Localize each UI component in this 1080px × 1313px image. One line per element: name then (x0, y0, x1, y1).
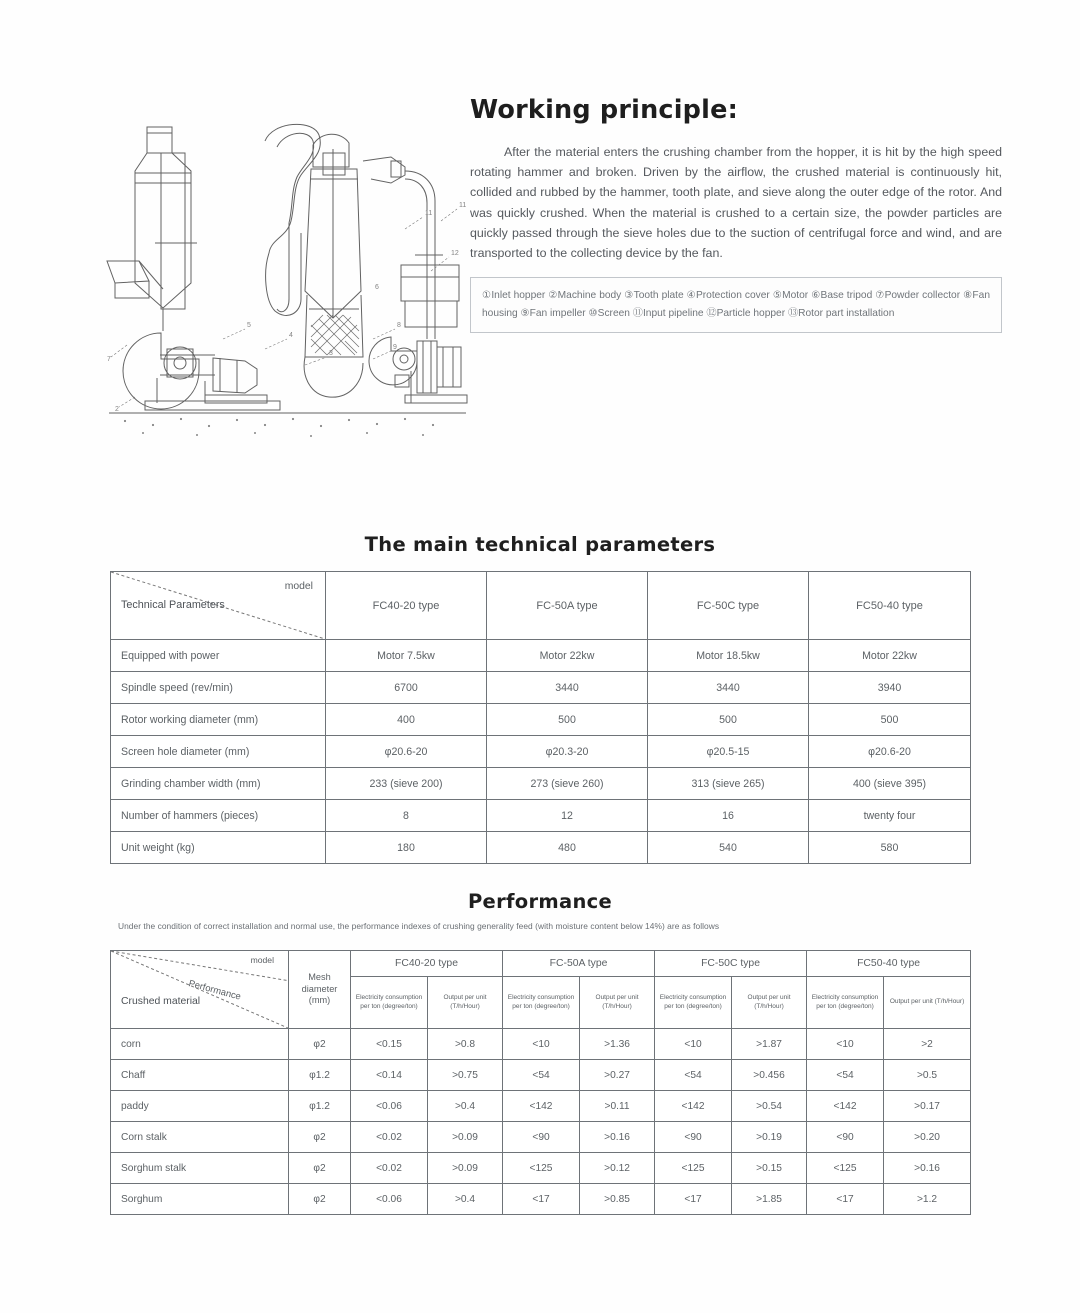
cell-chamber-3: 400 (sieve 395) (809, 768, 971, 800)
mesh-diameter-header: Mesh diameter (mm) (289, 951, 351, 1029)
material-chaff: Chaff (111, 1060, 289, 1091)
performance-title: Performance (467, 890, 613, 913)
corn-c6: <10 (807, 1029, 884, 1060)
main-corner-model-label: model (284, 581, 313, 592)
paddy-c5: >0.54 (732, 1091, 807, 1122)
cell-weight-3: 580 (809, 832, 971, 864)
row-label-spindle-speed: Spindle speed (rev/min) (111, 672, 326, 704)
cell-weight-2: 540 (648, 832, 809, 864)
mesh-corn: φ2 (289, 1029, 351, 1060)
paddy-c1: >0.4 (428, 1091, 503, 1122)
sub-header-output-1: Output per unit (T/h/Hour) (580, 977, 655, 1029)
mesh-sorghum: φ2 (289, 1184, 351, 1215)
table-row (111, 1122, 971, 1153)
sorghumstalk-c7: >0.16 (884, 1153, 971, 1184)
cell-chamber-0: 233 (sieve 200) (326, 768, 487, 800)
svg-text:3: 3 (329, 350, 333, 357)
chaff-c6: <54 (807, 1060, 884, 1091)
perf-header-row-models (111, 951, 971, 977)
cell-power-0: Motor 7.5kw (326, 640, 487, 672)
chaff-c7: >0.5 (884, 1060, 971, 1091)
sorghumstalk-c3: >0.12 (580, 1153, 655, 1184)
row-label-rotor-diameter: Rotor working diameter (mm) (111, 704, 326, 736)
sorghumstalk-c0: <0.02 (351, 1153, 428, 1184)
material-corn: corn (111, 1029, 289, 1060)
column-header-fc50-40: FC50-40 type (809, 572, 971, 640)
sub-header-electricity-1: Electricity consumption per ton (degree/ton) (503, 977, 580, 1029)
top-section (0, 95, 1080, 500)
sorghum-c3: >0.85 (580, 1184, 655, 1215)
working-principle-column (470, 95, 1080, 500)
column-header-fc40-20: FC40-20 type (326, 572, 487, 640)
svg-text:2: 2 (115, 406, 119, 413)
sorghum-c7: >1.2 (884, 1184, 971, 1215)
perf-model-header-fc40-20: FC40-20 type (351, 951, 503, 977)
sub-header-electricity-3: Electricity consumption per ton (degree/ton) (807, 977, 884, 1029)
sorghumstalk-c1: >0.09 (428, 1153, 503, 1184)
row-label-chamber-width: Grinding chamber width (mm) (111, 768, 326, 800)
svg-text:4: 4 (289, 332, 293, 339)
main-table-corner-cell (111, 572, 326, 640)
cornstalk-c0: <0.02 (351, 1122, 428, 1153)
material-sorghum: Sorghum (111, 1184, 289, 1215)
material-sorghum-stalk: Sorghum stalk (111, 1153, 289, 1184)
table-row (111, 1153, 971, 1184)
sub-header-output-2: Output per unit (T/h/Hour) (732, 977, 807, 1029)
svg-text:11: 11 (459, 202, 467, 209)
working-principle-body: After the material enters the crushing chamber from the hopper, it is hit by the high speed rotating hammer and broken. Driven by the airflow, the crushed material is continuously hit, collided and rubbed by the hammer, tooth plate, and sieve along the outer edge of the rotor. And was quickly crushed. When the material is crushed to a certain size, the powder particles are quickly passed through the sieve holes due to the suction of centrifugal force and wind, and are transported to the collecting device by the fan. (470, 145, 1002, 261)
performance-note: Under the condition of correct installation and normal use, the performance indexes of crushing generality feed (with moisture content below 14%) are as follows (118, 921, 720, 931)
diagram-column (0, 95, 470, 500)
performance-corner-cell (111, 951, 289, 1029)
svg-text:7: 7 (107, 356, 111, 363)
working-principle-title: Working principle: (470, 95, 738, 125)
mesh-chaff: φ1.2 (289, 1060, 351, 1091)
cell-hammers-3: twenty four (809, 800, 971, 832)
corn-c2: <10 (503, 1029, 580, 1060)
machine-assembly-diagram (105, 113, 470, 443)
cornstalk-c3: >0.16 (580, 1122, 655, 1153)
row-label-hammers: Number of hammers (pieces) (111, 800, 326, 832)
cell-rotor-3: 500 (809, 704, 971, 736)
corn-c4: <10 (655, 1029, 732, 1060)
paddy-c4: <142 (655, 1091, 732, 1122)
performance-table-wrap (110, 950, 970, 1215)
perf-corner-crushed-material-label: Crushed material (121, 996, 201, 1007)
cell-hammers-2: 16 (648, 800, 809, 832)
chaff-c1: >0.75 (428, 1060, 503, 1091)
sorghum-c6: <17 (807, 1184, 884, 1215)
cell-screen-3: φ20.6-20 (809, 736, 971, 768)
perf-model-header-fc50c: FC-50C type (655, 951, 807, 977)
svg-text:5: 5 (247, 322, 251, 329)
cell-rotor-2: 500 (648, 704, 809, 736)
sub-header-output-0: Output per unit (T/h/Hour) (428, 977, 503, 1029)
row-label-unit-weight: Unit weight (kg) (111, 832, 326, 864)
table-row (111, 672, 971, 704)
table-row (111, 704, 971, 736)
corn-c0: <0.15 (351, 1029, 428, 1060)
sub-header-electricity-0: Electricity consumption per ton (degree/ton) (351, 977, 428, 1029)
sorghumstalk-c2: <125 (503, 1153, 580, 1184)
parts-legend: ①Inlet hopper ②Machine body ③Tooth plate ④Protection cover ⑤Motor ⑥Base tripod ⑦Powder collector ⑧Fan housing ⑨Fan impeller ⑩Screen ⑪Input pipeline ⑫Particle hopper ⑬Rotor part installation (470, 277, 1002, 333)
cornstalk-c1: >0.09 (428, 1122, 503, 1153)
table-row (111, 800, 971, 832)
paddy-c6: <142 (807, 1091, 884, 1122)
column-header-fc50c: FC-50C type (648, 572, 809, 640)
cornstalk-c6: <90 (807, 1122, 884, 1153)
sorghum-c0: <0.06 (351, 1184, 428, 1215)
cell-spindle-0: 6700 (326, 672, 487, 704)
mesh-paddy: φ1.2 (289, 1091, 351, 1122)
main-table-wrap (110, 571, 970, 864)
paddy-c3: >0.11 (580, 1091, 655, 1122)
row-label-screen-hole: Screen hole diameter (mm) (111, 736, 326, 768)
table-row (111, 1060, 971, 1091)
cornstalk-c4: <90 (655, 1122, 732, 1153)
sub-header-electricity-2: Electricity consumption per ton (degree/ton) (655, 977, 732, 1029)
corn-c5: >1.87 (732, 1029, 807, 1060)
cell-chamber-2: 313 (sieve 265) (648, 768, 809, 800)
cell-spindle-3: 3940 (809, 672, 971, 704)
chaff-c4: <54 (655, 1060, 732, 1091)
table-row (111, 1029, 971, 1060)
paddy-c2: <142 (503, 1091, 580, 1122)
sorghum-c5: >1.85 (732, 1184, 807, 1215)
svg-text:11: 11 (425, 210, 433, 217)
cell-power-2: Motor 18.5kw (648, 640, 809, 672)
cell-rotor-0: 400 (326, 704, 487, 736)
sorghumstalk-c4: <125 (655, 1153, 732, 1184)
material-paddy: paddy (111, 1091, 289, 1122)
mesh-corn-stalk: φ2 (289, 1122, 351, 1153)
chaff-c0: <0.14 (351, 1060, 428, 1091)
cell-screen-2: φ20.5-15 (648, 736, 809, 768)
perf-model-header-fc50-40: FC50-40 type (807, 951, 971, 977)
table-row (111, 768, 971, 800)
cell-chamber-1: 273 (sieve 260) (487, 768, 648, 800)
table-row (111, 1184, 971, 1215)
corn-c3: >1.36 (580, 1029, 655, 1060)
perf-corner-performance-label: Performance (187, 977, 243, 1002)
cell-spindle-2: 3440 (648, 672, 809, 704)
row-label-power: Equipped with power (111, 640, 326, 672)
table-row (111, 832, 971, 864)
sorghum-c4: <17 (655, 1184, 732, 1215)
cell-hammers-1: 12 (487, 800, 648, 832)
svg-text:9: 9 (393, 344, 397, 351)
perf-corner-model-label: model (250, 955, 274, 965)
mesh-sorghum-stalk: φ2 (289, 1153, 351, 1184)
perf-model-header-fc50a: FC-50A type (503, 951, 655, 977)
chaff-c5: >0.456 (732, 1060, 807, 1091)
chaff-c2: <54 (503, 1060, 580, 1091)
svg-text:8: 8 (397, 322, 401, 329)
sorghumstalk-c5: >0.15 (732, 1153, 807, 1184)
cornstalk-c2: <90 (503, 1122, 580, 1153)
cell-weight-0: 180 (326, 832, 487, 864)
cell-screen-1: φ20.3-20 (487, 736, 648, 768)
cornstalk-c5: >0.19 (732, 1122, 807, 1153)
cell-hammers-0: 8 (326, 800, 487, 832)
table-row (111, 736, 971, 768)
material-corn-stalk: Corn stalk (111, 1122, 289, 1153)
main-technical-parameters-table (110, 571, 971, 864)
table-row (111, 1091, 971, 1122)
sub-header-output-3: Output per unit (T/h/Hour) (884, 977, 971, 1029)
paddy-c7: >0.17 (884, 1091, 971, 1122)
column-header-fc50a: FC-50A type (487, 572, 648, 640)
paddy-c0: <0.06 (351, 1091, 428, 1122)
cornstalk-c7: >0.20 (884, 1122, 971, 1153)
cell-rotor-1: 500 (487, 704, 648, 736)
cell-screen-0: φ20.6-20 (326, 736, 487, 768)
cell-weight-1: 480 (487, 832, 648, 864)
sorghumstalk-c6: <125 (807, 1153, 884, 1184)
performance-table (110, 950, 971, 1215)
table-header-row (111, 572, 971, 640)
corn-c7: >2 (884, 1029, 971, 1060)
table-row (111, 640, 971, 672)
corn-c1: >0.8 (428, 1029, 503, 1060)
cell-spindle-1: 3440 (487, 672, 648, 704)
cell-power-1: Motor 22kw (487, 640, 648, 672)
chaff-c3: >0.27 (580, 1060, 655, 1091)
main-corner-parameters-label: Technical Parameters (121, 599, 225, 611)
svg-text:12: 12 (451, 250, 459, 257)
main-table-title: The main technical parameters (364, 533, 716, 556)
cell-power-3: Motor 22kw (809, 640, 971, 672)
sorghum-c1: >0.4 (428, 1184, 503, 1215)
svg-text:6: 6 (375, 284, 379, 291)
sorghum-c2: <17 (503, 1184, 580, 1215)
